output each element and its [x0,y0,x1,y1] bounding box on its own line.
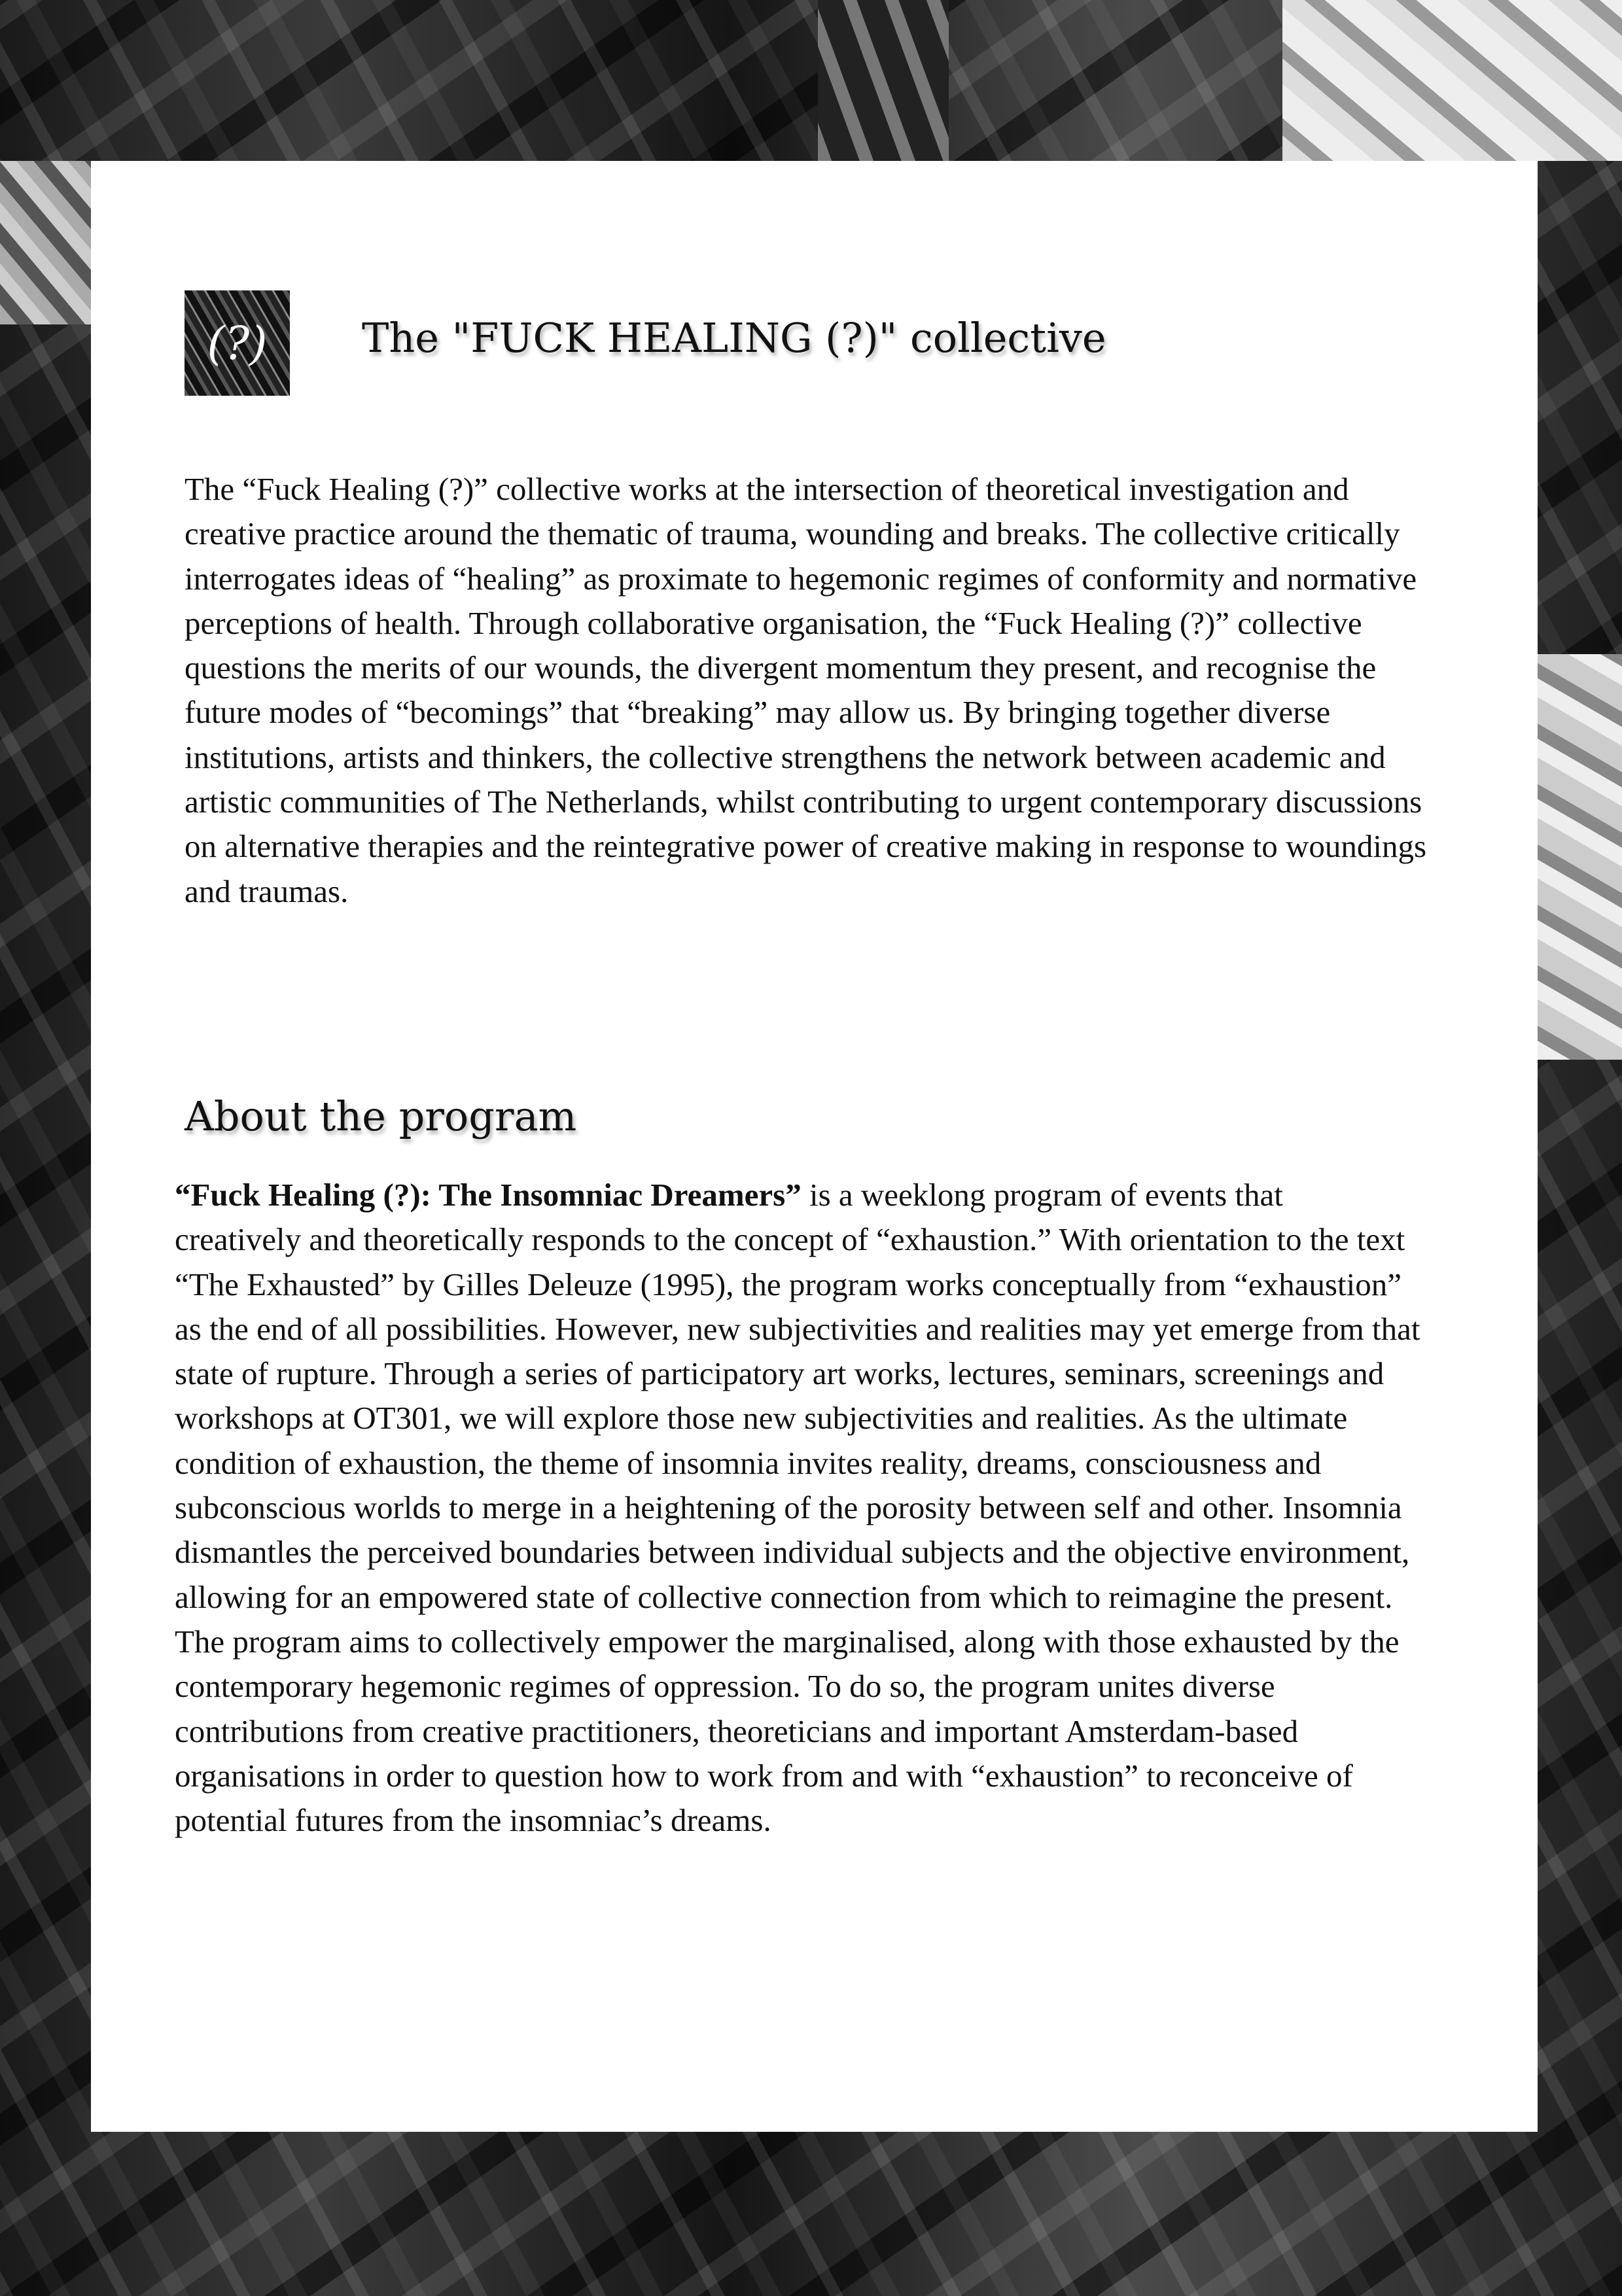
collective-logo [185,290,290,396]
background-texture [818,0,949,161]
text-line: allowing for an empowered state of collective connection from which to reimagine the present. [175,1578,1393,1615]
text-line: perceptions of health. Through collaborative organisation, the “Fuck Healing (?)” collective [185,604,1362,641]
text-line: and traumas. [185,873,349,909]
background-texture [1282,0,1622,161]
text-line: future modes of “becomings” that “breaking” may allow us. By bringing together diverse [185,694,1331,731]
text-line [175,1173,1420,1217]
text-line: creatively and theoretically responds to the concept of “exhaustion.” With orientation to the text [175,1221,1405,1258]
text-line: The program aims to collectively empower the marginalised, along with those exhausted by the [175,1623,1400,1660]
text-line: subconscious worlds to merge in a heightening of the porosity between self and other. Insomnia [175,1489,1402,1526]
text-line: The “Fuck Healing (?)” collective works at the intersection of theoretical investigation and [185,471,1349,507]
logo-text: (?) [207,316,268,370]
background-texture [1538,654,1622,1060]
background-texture [0,161,91,324]
program-title: “Fuck Healing (?): The Insomniac Dreamers” [175,1177,802,1213]
intro-paragraph [185,467,1426,914]
page-title: The "FUCK HEALING (?)" collective [362,314,1106,362]
text-line: contemporary hegemonic regimes of oppression. To do so, the program unites diverse [175,1668,1275,1705]
text-line: as the end of all possibilities. However, new subjectivities and realities may yet emerge from that [175,1310,1420,1347]
text-line: condition of exhaustion, the theme of insomnia invites reality, dreams, consciousness and [175,1444,1322,1481]
text-line: “The Exhausted” by Gilles Deleuze (1995), the program works conceptually from “exhaustion” [175,1266,1402,1302]
text-line: institutions, artists and thinkers, the collective strengthens the network between academic and [185,739,1386,775]
text-line: on alternative therapies and the reintegrative power of creative making in response to woundings [185,828,1427,865]
text-line: state of rupture. Through a series of participatory art works, lectures, seminars, screenings and [175,1355,1384,1392]
text-line: contributions from creative practitioners, theoreticians and important Amsterdam-based [175,1713,1299,1749]
text-line: creative practice around the thematic of trauma, wounding and breaks. The collective critically [185,515,1400,552]
text-line: potential futures from the insomniac’s dreams. [175,1802,771,1839]
text-line: questions the merits of our wounds, the divergent momentum they present, and recognise the [185,650,1377,686]
section-heading: About the program [185,1092,577,1140]
text-line: interrogates ideas of “healing” as proximate to hegemonic regimes of conformity and normative [185,560,1417,597]
text-line: organisations in order to question how to work from and with “exhaustion” to reconceive of [175,1757,1353,1794]
text-line: workshops at OT301, we will explore those new subjectivities and realities. As the ultimate [175,1400,1348,1436]
text-line: dismantles the perceived boundaries between individual subjects and the objective environment, [175,1534,1410,1571]
text-fragment: is a weeklong program of events that [801,1177,1283,1213]
text-line: artistic communities of The Netherlands, whilst contributing to urgent contemporary discussions [185,784,1422,820]
program-paragraph [175,1173,1420,1843]
